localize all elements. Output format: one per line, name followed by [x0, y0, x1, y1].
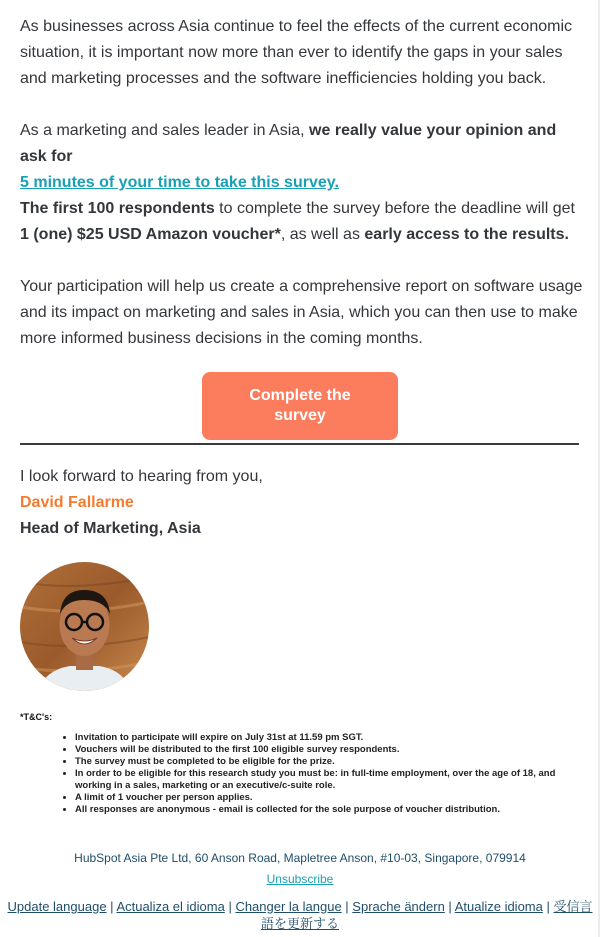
terms-item: • Vouchers will be distributed to the first 100 eligible survey respondents.: [75, 744, 575, 756]
divider: [20, 443, 579, 445]
language-link-en[interactable]: Update language: [7, 899, 107, 914]
terms-item: • In order to be eligible for this research study you must be: in full-time employment, over the age of 18, and working in a sales, marketing or an executive/c-suite role.: [75, 768, 575, 792]
language-links: [3, 898, 597, 932]
language-link-fr[interactable]: Changer la langue: [235, 899, 342, 914]
signer-name: David Fallarme: [20, 494, 134, 511]
request-lead-text: As a marketing and sales leader in Asia,: [20, 122, 310, 139]
first-respondents-text: The first 100 respondents: [20, 200, 215, 217]
request-bold-text: we really value your opinion and ask for: [20, 122, 557, 165]
terms-item: • The survey must be completed to be eligible for the prize.: [75, 756, 575, 768]
language-separator: |: [224, 899, 236, 914]
language-link-pt[interactable]: Atualize idioma: [454, 899, 543, 914]
survey-link[interactable]: 5 minutes of your time to take this survey.: [20, 174, 339, 191]
unsubscribe-container: [0, 871, 600, 887]
signer-title: Head of Marketing, Asia: [20, 520, 201, 537]
language-separator: |: [444, 899, 455, 914]
language-separator: |: [106, 899, 117, 914]
request-paragraph: [20, 118, 585, 196]
language-link-ja[interactable]: 受信言語を更新する: [260, 899, 593, 931]
unsubscribe-link[interactable]: Unsubscribe: [266, 872, 334, 886]
terms-heading: *T&C's:: [20, 712, 53, 722]
early-access-text: early access to the results.: [364, 226, 569, 243]
terms-item: • All responses are anonymous - email is collected for the sole purpose of voucher distribution.: [75, 804, 575, 816]
voucher-text: 1 (one) $25 USD Amazon voucher*: [20, 226, 281, 243]
terms-list: [55, 732, 575, 816]
language-link-de[interactable]: Sprache ändern: [352, 899, 445, 914]
closing-text: I look forward to hearing from you,: [20, 468, 263, 485]
incentive-mid2-text: , as well as: [280, 226, 365, 243]
language-separator: |: [542, 899, 554, 914]
company-address: HubSpot Asia Pte Ltd, 60 Anson Road, Mapletree Anson, #10-03, Singapore, 079914: [74, 851, 526, 865]
terms-item: • A limit of 1 voucher per person applies.: [75, 792, 575, 804]
avatar-photo: [20, 562, 149, 691]
incentive-paragraph: [20, 196, 585, 248]
complete-survey-button[interactable]: Complete the survey: [202, 372, 398, 440]
language-link-es[interactable]: Actualiza el idioma: [116, 899, 225, 914]
avatar: [20, 562, 149, 691]
incentive-mid-text: to complete the survey before the deadline will get: [214, 200, 575, 217]
cta-container: [0, 372, 600, 440]
terms-item: • Invitation to participate will expire on July 31st at 11.59 pm SGT.: [75, 732, 575, 744]
intro-paragraph: As businesses across Asia continue to feel the effects of the current economic situation, it is important now more than ever to identify the gaps in your sales and marketing processes and the software inefficiencies holding you back.: [20, 18, 573, 87]
participation-paragraph: Your participation will help us create a comprehensive report on software usage and its impact on marketing and sales in Asia, which you can then use to make more informed business decisions in the coming months.: [20, 278, 583, 347]
language-separator: |: [341, 899, 353, 914]
